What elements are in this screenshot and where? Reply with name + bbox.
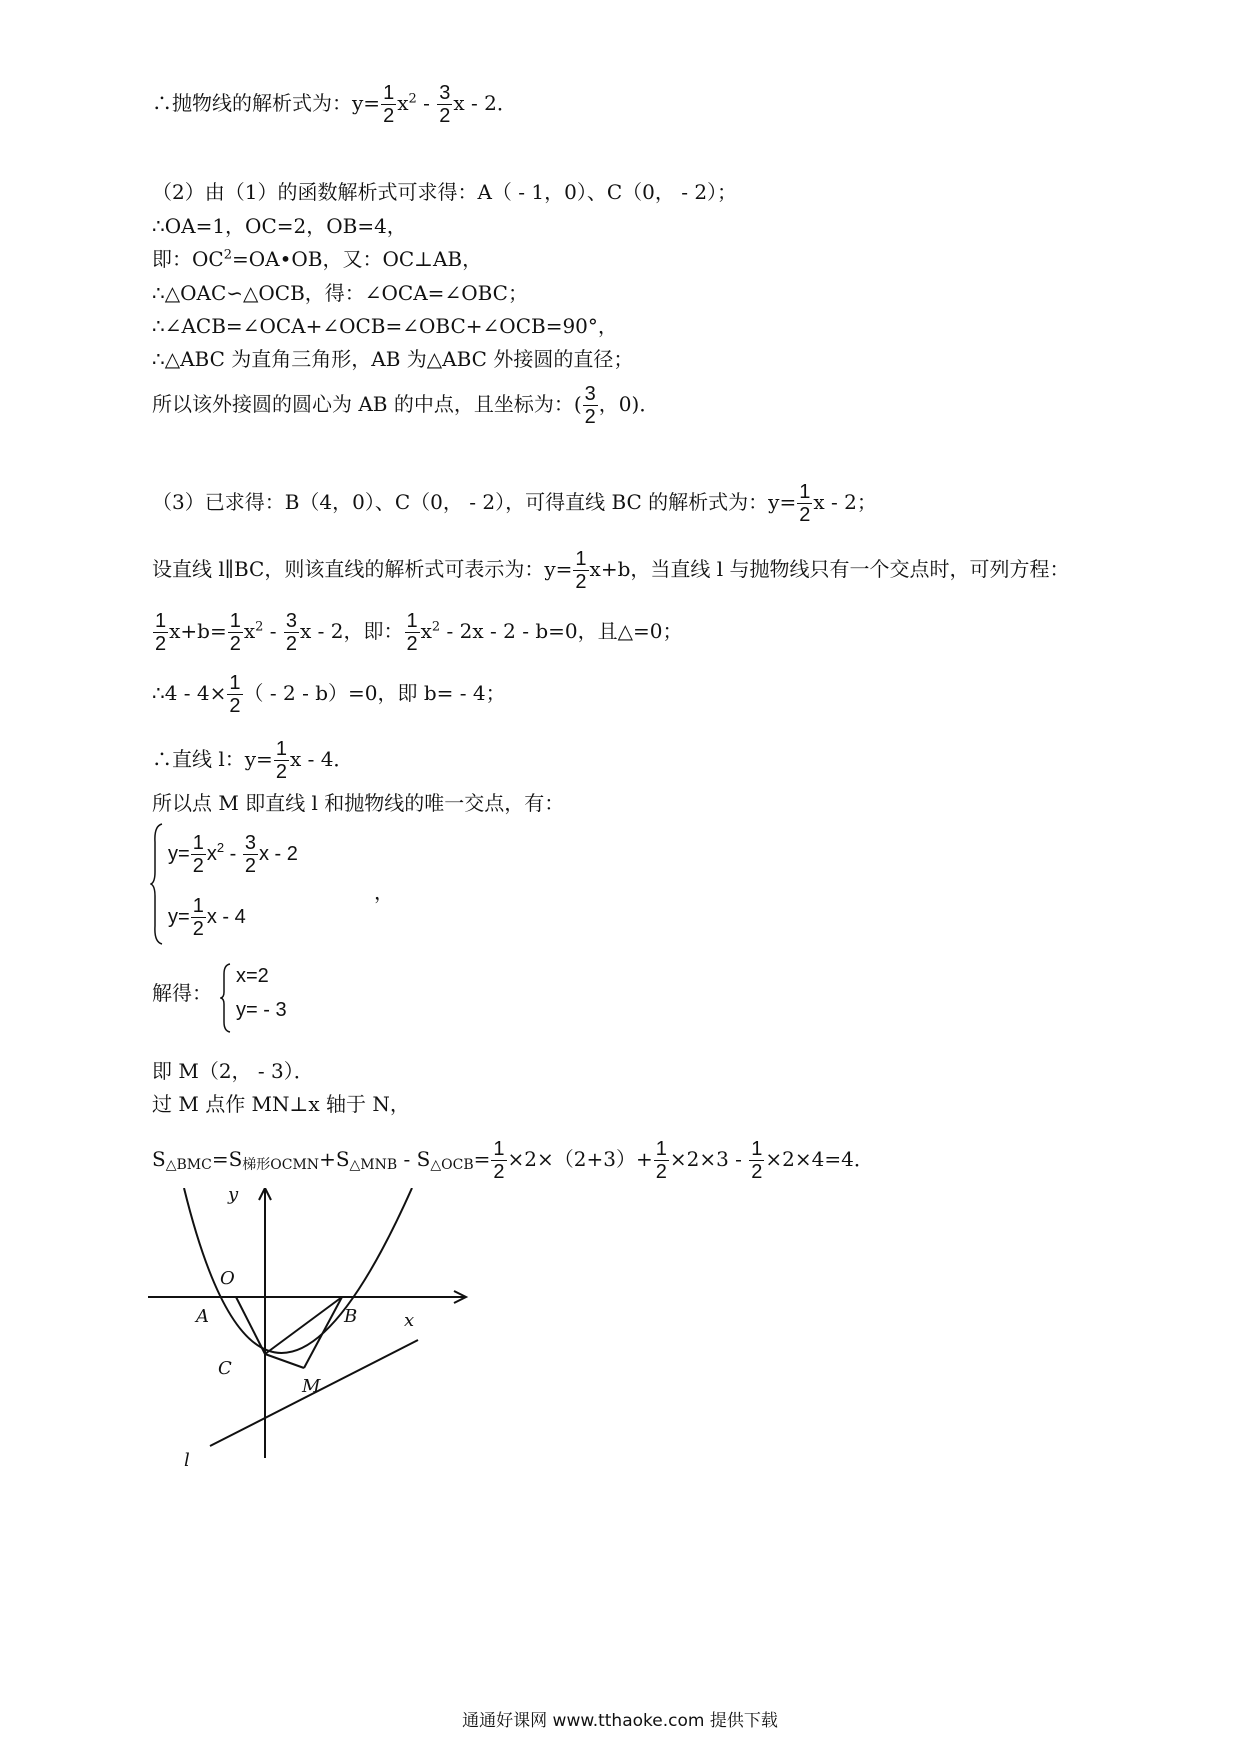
fraction — [191, 895, 206, 940]
label-m: M — [302, 1376, 321, 1397]
text: x - 2． — [453, 91, 517, 115]
text: =OA•OB，又：OC⊥AB， — [231, 247, 483, 271]
text: ∴直线 l：y= — [152, 747, 273, 771]
solution-brace — [220, 962, 232, 1038]
text: x+b= — [169, 619, 227, 643]
figure-svg — [148, 1188, 478, 1468]
system-brace — [150, 822, 164, 950]
system-row-line — [168, 895, 246, 940]
geometry-figure — [148, 1188, 478, 1472]
page-footer: 通通好课网 www.tthaoke.com 提供下载 — [462, 1711, 778, 1731]
system-row-parabola — [168, 832, 298, 877]
line-part2-intro: （2）由（1）的函数解析式可求得：A（ - 1，0）、C（0， - 2）； — [152, 180, 738, 204]
text: ×2×（2+3）+ — [507, 1147, 653, 1171]
fraction — [654, 1138, 669, 1183]
text: - 2x - 2 - b=0，且△=0； — [440, 619, 683, 643]
denominator: 2 — [229, 633, 241, 655]
text: 即：OC — [152, 247, 224, 271]
fraction — [583, 383, 598, 428]
subscript: △BMC — [165, 1157, 212, 1173]
denominator: 2 — [155, 633, 167, 655]
numerator: 3 — [285, 610, 298, 632]
solution-label: 解得： — [152, 981, 212, 1005]
denominator: 2 — [751, 1161, 763, 1183]
fraction — [274, 738, 289, 783]
line-part3-parallel — [152, 548, 1070, 593]
text: x - 4． — [289, 747, 354, 771]
denominator: 2 — [655, 1161, 667, 1183]
text: =S — [211, 1147, 243, 1171]
numerator: 1 — [406, 610, 418, 632]
text: x — [420, 619, 432, 643]
fraction — [284, 610, 299, 655]
numerator: 1 — [229, 610, 241, 632]
denominator: 2 — [192, 918, 204, 940]
text: ×2×4=4． — [765, 1147, 874, 1171]
label-l: l — [184, 1450, 190, 1468]
numerator: 1 — [383, 82, 395, 104]
text: - — [263, 619, 283, 643]
line-part2-similar: ∴△OAC∽△OCB，得：∠OCA=∠OBC； — [152, 281, 528, 305]
line-part2-right-triangle: ∴△ABC 为直角三角形，AB 为△ABC 外接圆的直径； — [152, 347, 634, 371]
solution-x: x=2 — [236, 965, 269, 987]
exponent: 2 — [223, 247, 232, 263]
fraction — [573, 548, 588, 593]
label-b: B — [344, 1306, 358, 1327]
denominator: 2 — [275, 761, 287, 783]
solution-y: y= - 3 — [236, 999, 287, 1021]
text: +S — [319, 1147, 350, 1171]
text: - — [224, 842, 242, 865]
line-part3-equation — [152, 610, 683, 655]
line-part2-angle: ∴∠ACB=∠OCA+∠OCB=∠OBC+∠OCB=90°， — [152, 314, 618, 338]
label-c: C — [218, 1358, 232, 1379]
text: x — [397, 91, 409, 115]
numerator: 1 — [799, 481, 811, 503]
numerator: 1 — [229, 672, 241, 694]
segment-ac — [236, 1297, 265, 1354]
denominator: 2 — [493, 1161, 505, 1183]
text: ×2×3 - — [669, 1147, 749, 1171]
denominator: 2 — [439, 105, 451, 127]
fraction — [227, 672, 242, 717]
denominator: 2 — [285, 633, 298, 655]
text: （ - 2 - b）=0，即 b= - 4； — [243, 681, 506, 705]
line-part3-line-l — [152, 738, 353, 783]
line-part3-discriminant — [152, 672, 506, 717]
numerator: 3 — [244, 832, 256, 854]
numerator: 1 — [493, 1138, 505, 1160]
line-area — [152, 1138, 874, 1183]
fraction — [797, 481, 812, 526]
text: x — [206, 842, 217, 865]
numerator: 3 — [439, 82, 451, 104]
subscript: △OCB — [430, 1157, 474, 1173]
line-part3-intersection: 所以点 M 即直线 l 和抛物线的唯一交点，有： — [152, 791, 565, 815]
exponent: 2 — [255, 619, 264, 635]
label-x: x — [404, 1310, 415, 1331]
numerator: 1 — [575, 548, 587, 570]
fraction — [228, 610, 243, 655]
subscript: 梯形OCMN — [242, 1157, 320, 1173]
line-perpendicular: 过 M 点作 MN⊥x 轴于 N， — [152, 1092, 410, 1116]
denominator: 2 — [584, 406, 596, 428]
text: S — [152, 1147, 166, 1171]
line-parabola-expression — [152, 82, 517, 127]
text: - S — [397, 1147, 431, 1171]
label-a: A — [196, 1306, 209, 1327]
fraction — [381, 82, 396, 127]
parabola-curve — [184, 1188, 415, 1353]
numerator: 1 — [275, 738, 287, 760]
label-o: O — [220, 1268, 235, 1289]
text: ，0)． — [598, 392, 660, 416]
text: x — [243, 619, 256, 643]
numerator: 1 — [192, 832, 204, 854]
text: （3）已求得：B（4，0）、C（0， - 2），可得直线 BC 的解析式为：y= — [152, 490, 797, 514]
fraction — [437, 82, 452, 127]
segment-mb — [304, 1297, 342, 1368]
numerator: 1 — [751, 1138, 763, 1160]
fraction — [749, 1138, 764, 1183]
denominator: 2 — [229, 695, 241, 717]
text: y= — [168, 842, 190, 865]
segment-cm — [265, 1354, 304, 1368]
subscript: △MNB — [349, 1157, 398, 1173]
line-part2-projection — [152, 246, 482, 272]
exponent: 2 — [431, 619, 441, 635]
denominator: 2 — [383, 105, 395, 127]
system-comma: ， — [374, 882, 394, 904]
denominator: 2 — [406, 633, 418, 655]
fraction — [191, 832, 206, 877]
numerator: 1 — [155, 610, 167, 632]
line-part3-bc — [152, 481, 877, 526]
denominator: 2 — [244, 855, 256, 877]
numerator: 1 — [655, 1138, 667, 1160]
text: x+b，当直线 l 与抛物线只有一个交点时，可列方程： — [589, 557, 1070, 581]
numerator: 1 — [192, 895, 204, 917]
denominator: 2 — [799, 504, 811, 526]
label-y: y — [228, 1188, 239, 1205]
fraction — [153, 610, 168, 655]
text: x - 2，即： — [300, 619, 404, 643]
fraction — [243, 832, 258, 877]
denominator: 2 — [575, 571, 587, 593]
line-part2-lengths: ∴OA=1，OC=2，OB=4， — [152, 214, 407, 238]
text: y= — [168, 905, 190, 928]
exponent: 2 — [408, 91, 417, 107]
text: ∴4 - 4× — [152, 681, 227, 705]
numerator: 3 — [584, 383, 596, 405]
fraction — [491, 1138, 506, 1183]
text: ∴抛物线的解析式为：y= — [152, 91, 381, 115]
fraction — [405, 610, 420, 655]
text: - — [416, 91, 437, 115]
text: x - 2； — [813, 490, 877, 514]
denominator: 2 — [192, 855, 204, 877]
text: = — [473, 1147, 491, 1171]
line-part2-center — [152, 383, 659, 428]
text: 设直线 l∥BC，则该直线的解析式可表示为：y= — [152, 557, 573, 581]
text: x - 4 — [206, 905, 246, 928]
text: 所以该外接圆的圆心为 AB 的中点，且坐标为：( — [152, 392, 582, 416]
line-point-m: 即 M（2， - 3）． — [152, 1059, 314, 1083]
exponent: 2 — [216, 840, 225, 856]
text: x - 2 — [258, 842, 298, 865]
